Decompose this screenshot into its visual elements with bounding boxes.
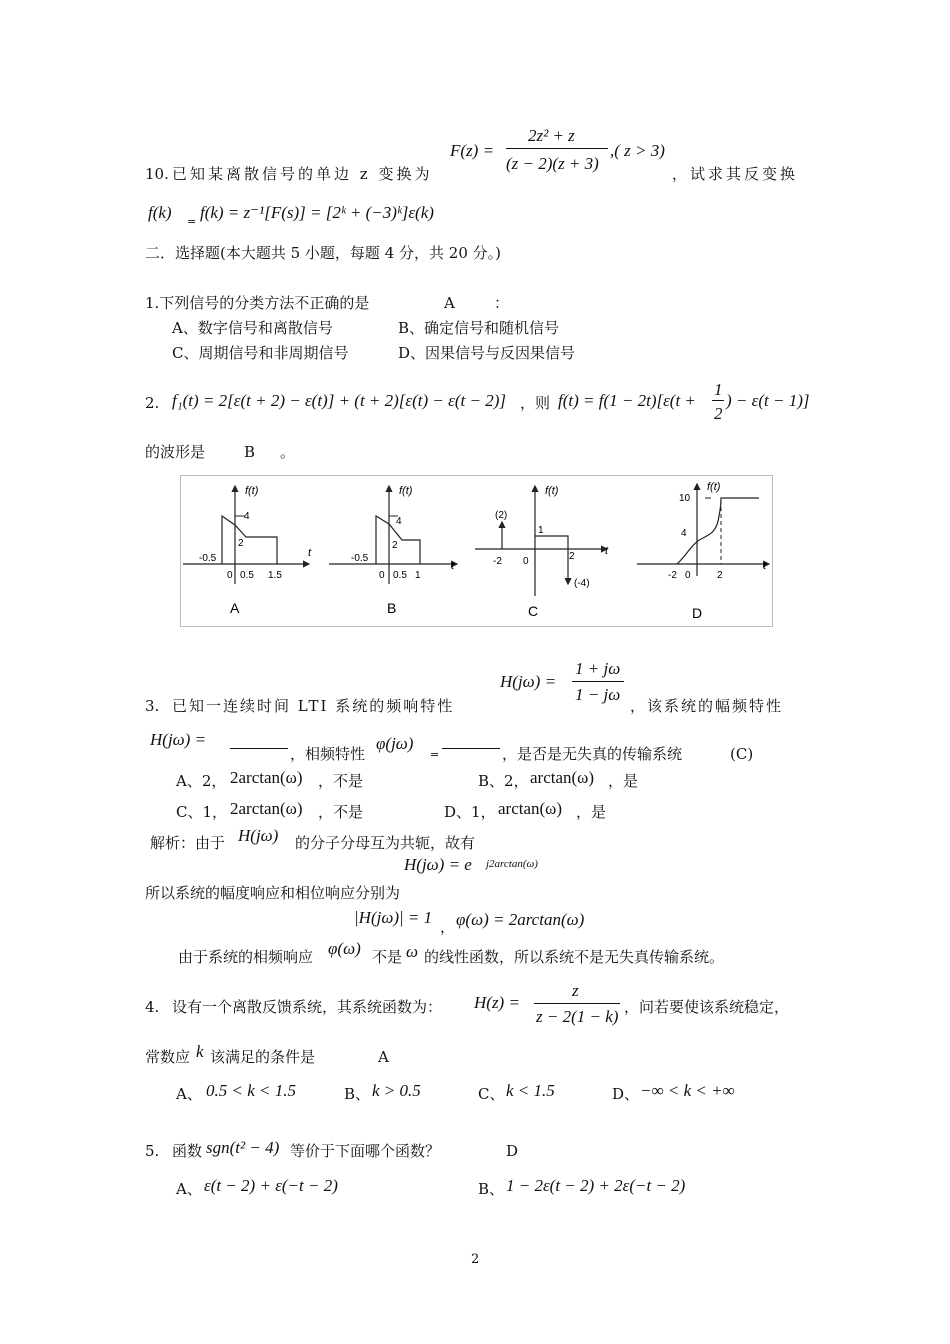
q4-line2-b: 该满足的条件是: [210, 1048, 316, 1066]
q10-number: 10.: [145, 165, 169, 183]
q2-answer: B: [244, 443, 256, 461]
q4-option-d-label: D、: [612, 1085, 640, 1103]
panel-b-tick-x-1: 0: [379, 570, 385, 581]
q3-text: 已知一连续时间 LTI 系统的频响特性: [172, 697, 455, 715]
q3-explanation-conclusion-a: 由于系统的相频响应: [178, 948, 314, 966]
panel-a-tick-x-2: 0.5: [240, 570, 254, 581]
q3-option-d-tail: ，是: [576, 803, 607, 821]
panel-c-impulse-label-1: (-4): [574, 578, 590, 589]
panel-b-tick-y-0: 4: [396, 516, 402, 527]
q5-function: sgn(t² − 4): [206, 1138, 280, 1157]
panel-d-tick-y-1: 4: [681, 528, 687, 539]
q3-explanation-conclusion-b: 不是: [372, 948, 403, 966]
waveform-panel-b: [329, 485, 457, 616]
panel-c-pulse: [535, 536, 568, 549]
q3-option-b-label: B、2，: [478, 772, 529, 790]
q10-formula-denominator: (z − 2)(z + 3): [506, 154, 599, 173]
q3-option-b-tail: ，是: [608, 772, 639, 790]
panel-c-xlabel: t: [605, 545, 609, 557]
q3-explanation-label: 解析：由于: [150, 834, 226, 852]
q4-option-d: −∞ < k < +∞: [640, 1081, 735, 1100]
waveform-panel-d: [637, 481, 769, 621]
q3-number: 3.: [145, 697, 160, 715]
q3-phase-label: ，相频特性: [290, 745, 366, 763]
q2-frac-den: 2: [714, 404, 723, 423]
q2-f1: f₁(t) = 2[ε(t + 2) − ε(t)] + (t + 2)[ε(t) − ε(t − 2)]: [172, 391, 506, 410]
panel-b-label: B: [387, 600, 397, 616]
q3-explanation-conjugate: 的分子分母互为共轭，故有: [295, 834, 476, 852]
q5-option-b-label: B、: [478, 1180, 505, 1198]
panel-d-tick-y-0: 10: [679, 493, 691, 504]
waveform-figure: [180, 475, 773, 627]
q4-option-b: k > 0.5: [372, 1081, 421, 1100]
q1-option-b: B、确定信号和随机信号: [398, 319, 560, 337]
q4-fraction-bar: [534, 1003, 620, 1004]
q4-option-a-label: A、: [176, 1085, 202, 1103]
q5-option-a-label: A、: [176, 1180, 202, 1198]
panel-a-ylabel: f(t): [245, 485, 259, 497]
q4-option-b-label: B、: [344, 1085, 371, 1103]
q2-fraction-bar: [712, 400, 724, 401]
q2-end: 。: [280, 443, 296, 461]
panel-b-tick-y-1: 2: [392, 540, 398, 551]
q3-option-b-math: arctan(ω): [530, 768, 595, 787]
q3-mag-blank: [230, 748, 288, 749]
q3-explanation-H: H(jω): [238, 826, 279, 845]
q3-distortionless-question: ，是否是无失真的传输系统: [502, 745, 683, 763]
panel-d-tick-x-0: -2: [668, 570, 677, 581]
panel-c-ylabel: f(t): [545, 485, 559, 497]
q3-explanation-phase: φ(ω) = 2arctan(ω): [456, 910, 585, 929]
q10-text-tail: ，试求其反变换: [672, 165, 799, 183]
panel-d-xlabel: t: [763, 560, 767, 572]
panel-b-xlabel: t: [451, 560, 455, 572]
panel-a-label: A: [230, 600, 240, 616]
q3-option-c-label: C、1，: [176, 803, 228, 821]
panel-d-label: D: [692, 605, 703, 621]
q3-phase-symbol: φ(jω): [376, 734, 414, 753]
q10-formula-condition: ,( z > 3): [610, 141, 665, 160]
panel-c-tick-y-0: 1: [538, 525, 544, 536]
panel-a-tick-x-3: 1.5: [268, 570, 282, 581]
q4-number: 4.: [145, 998, 160, 1016]
q2-number: 2.: [145, 394, 160, 412]
q4-option-a: 0.5 < k < 1.5: [206, 1081, 296, 1100]
q4-option-c: k < 1.5: [506, 1081, 555, 1100]
panel-b-ylabel: f(t): [399, 485, 413, 497]
q3-explanation-line2: 所以系统的幅度响应和相位响应分别为: [145, 884, 401, 902]
q3-fraction-bar: [572, 681, 624, 682]
q3-explanation-eq: H(jω) = e: [404, 855, 472, 874]
q3-phase-eq: =: [430, 748, 440, 761]
q5-number: 5.: [145, 1142, 160, 1160]
q4-text-tail: ，问若要使该系统稳定，: [624, 998, 790, 1016]
waveform-panel-c: [475, 485, 609, 619]
q3-explanation-conclusion-c: 的线性函数，所以系统不是无失真传输系统。: [424, 948, 725, 966]
panel-a-tick-x-0: -0.5: [199, 553, 217, 564]
q1-end: ：: [494, 294, 510, 312]
q3-mag-lhs: H(jω) =: [150, 730, 207, 749]
panel-b-tick-x-0: -0.5: [351, 553, 369, 564]
q4-option-c-label: C、: [478, 1085, 505, 1103]
section-heading: 二．选择题(本大题共 5 小题，每题 4 分，共 20 分。): [145, 244, 501, 262]
q2-line2: 的波形是: [145, 443, 206, 461]
panel-a-xlabel: t: [308, 547, 312, 559]
page-number: 2: [471, 1252, 480, 1267]
q3-option-a-math: 2arctan(ω): [230, 768, 303, 787]
q4-line2-a: 常数应: [145, 1048, 191, 1066]
q3-option-a-label: A、2，: [176, 772, 227, 790]
q3-explanation-exponent: j2arctan(ω): [486, 858, 538, 870]
q3-text-tail: ，该系统的幅频特性: [630, 697, 784, 715]
q3-explanation-omega: ω: [406, 942, 419, 961]
q10-fraction-bar: [506, 148, 608, 149]
panel-c-impulse-label-0: (2): [495, 510, 508, 521]
q2-f-tail: ) − ε(t − 1)]: [726, 391, 810, 410]
q3-H-lhs: H(jω) =: [500, 672, 557, 691]
panel-c-tick-x-0: -2: [493, 556, 502, 567]
q10-formula-lhs: F(z) =: [450, 141, 495, 160]
q5-answer: D: [506, 1142, 519, 1160]
q3-answer: (C): [730, 745, 754, 763]
q3-option-c-tail: ，不是: [318, 803, 364, 821]
q3-explanation-phi: φ(ω): [328, 939, 361, 958]
q4-text: 设有一个离散反馈系统，其系统函数为：: [172, 998, 443, 1016]
q10-answer: f(k) = z⁻¹[F(s)] = [2ᵏ + (−3)ᵏ]ε(k): [200, 203, 434, 222]
q2-then: ，则: [520, 394, 551, 412]
q1-option-d: D、因果信号与反因果信号: [398, 344, 576, 362]
q3-explanation-separator: ，: [440, 918, 456, 936]
panel-d-tick-x-2: 2: [717, 570, 723, 581]
q5-option-b: 1 − 2ε(t − 2) + 2ε(−t − 2): [506, 1176, 686, 1195]
q5-text-b: 等价于下面哪个函数？: [290, 1142, 441, 1160]
q2-frac-num: 1: [714, 380, 723, 399]
q4-line2-k: k: [196, 1042, 204, 1061]
q2-f: f(t) = f(1 − 2t)[ε(t +: [558, 391, 696, 410]
q1-option-a: A、数字信号和离散信号: [172, 319, 333, 337]
q1-option-c: C、周期信号和非周期信号: [172, 344, 349, 362]
waveform-figure-svg: [181, 476, 772, 626]
panel-b-tick-x-2: 0.5: [393, 570, 407, 581]
q3-option-a-tail: ，不是: [318, 772, 364, 790]
q1-answer: A: [444, 294, 455, 312]
q3-option-d-math: arctan(ω): [498, 799, 563, 818]
waveform-panel-a: [183, 485, 312, 616]
q10-answer-lhs: f(k): [148, 203, 172, 222]
q1-stem: 1.下列信号的分类方法不正确的是: [145, 294, 370, 312]
panel-a-tick-y-0: 4: [244, 511, 250, 522]
q10-answer-eq: =: [187, 215, 197, 228]
panel-a-tick-x-1: 0: [227, 570, 233, 581]
panel-b-tick-x-3: 1: [415, 570, 421, 581]
q10-text: 已知某离散信号的单边 z 变换为: [172, 165, 433, 183]
q4-answer: A: [378, 1048, 389, 1066]
panel-a-tick-y-1: 2: [238, 538, 244, 549]
panel-d-waveform: [677, 498, 759, 564]
q3-option-d-label: D、1，: [444, 803, 496, 821]
panel-c-tick-x-2: 2: [569, 551, 575, 562]
q3-option-c-math: 2arctan(ω): [230, 799, 303, 818]
q3-H-denominator: 1 − jω: [575, 685, 621, 704]
q5-text-a: 函数: [172, 1142, 203, 1160]
q3-explanation-magnitude: |H(jω)| = 1: [354, 908, 433, 927]
panel-c-tick-x-1: 0: [523, 556, 529, 567]
q10-formula-numerator: 2z² + z: [528, 126, 575, 145]
panel-d-ylabel: f(t): [707, 481, 721, 493]
q4-H-numerator: z: [572, 981, 579, 1000]
panel-a-waveform: [222, 516, 277, 564]
panel-c-label: C: [528, 603, 539, 619]
q5-option-a: ε(t − 2) + ε(−t − 2): [204, 1176, 338, 1195]
q4-H-lhs: H(z) =: [474, 993, 520, 1012]
q4-H-denominator: z − 2(1 − k): [536, 1007, 619, 1026]
q3-H-numerator: 1 + jω: [575, 659, 621, 678]
panel-d-tick-x-1: 0: [685, 570, 691, 581]
q3-phase-blank: [442, 748, 500, 749]
